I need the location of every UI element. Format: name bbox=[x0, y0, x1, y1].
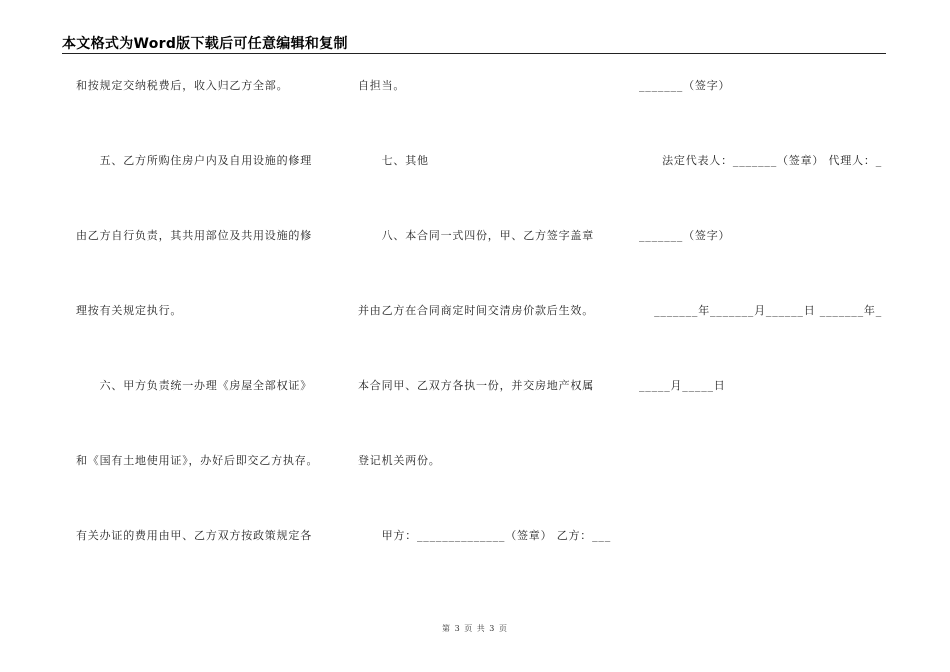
middle-column-line: 自担当。 bbox=[358, 79, 406, 92]
right-column-signature-line: _______（签字） bbox=[639, 229, 731, 242]
middle-column-line: 本合同甲、乙双方各执一份，并交房地产权属 bbox=[358, 379, 594, 392]
right-column-date-line: _____月_____日 bbox=[639, 379, 726, 392]
left-column-line: 和按规定交纳税费后，收入归乙方全部。 bbox=[76, 79, 289, 92]
left-column-line: 六、甲方负责统一办理《房屋全部权证》 bbox=[76, 379, 312, 392]
right-column-date-line: _______年_______月______日 _______年_ bbox=[654, 304, 882, 317]
left-column-line: 五、乙方所购住房户内及自用设施的修理 bbox=[76, 154, 312, 167]
page-number: 第 3 页 共 3 页 bbox=[442, 624, 508, 633]
left-column-line: 理按有关规定执行。 bbox=[76, 304, 183, 317]
left-column-line: 有关办证的费用由甲、乙方双方按政策规定各 bbox=[76, 529, 312, 542]
page-header-title: 本文格式为Word版下载后可任意编辑和复制 bbox=[62, 36, 348, 52]
middle-column-line: 甲方：______________（签章） 乙方：___ bbox=[358, 529, 611, 542]
middle-column-line: 七、其他 bbox=[358, 154, 429, 167]
right-column-signature-line: _______（签字） bbox=[639, 79, 731, 92]
header-divider bbox=[62, 53, 886, 54]
left-column-line: 由乙方自行负责，其共用部位及共用设施的修 bbox=[76, 229, 312, 242]
left-column-line: 和《国有土地使用证》，办好后即交乙方执存。 bbox=[76, 454, 319, 467]
middle-column-line: 登记机关两份。 bbox=[358, 454, 441, 467]
right-column-representative-line: 法定代表人：_______（签章） 代理人：_ bbox=[662, 154, 882, 167]
middle-column-line: 八、本合同一式四份，甲、乙方签字盖章 bbox=[358, 229, 594, 242]
middle-column-line: 并由乙方在合同商定时间交清房价款后生效。 bbox=[358, 304, 594, 317]
